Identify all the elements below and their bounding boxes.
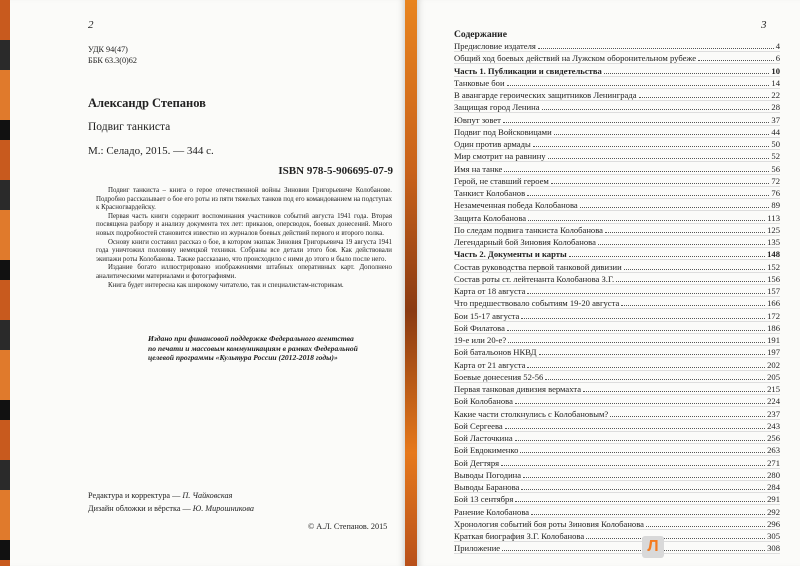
toc-entry xyxy=(454,273,780,285)
toc-leader-dots xyxy=(551,175,770,184)
toc-entry-page: 191 xyxy=(767,335,780,345)
editor-name: П. Чайковская xyxy=(182,491,233,500)
toc-entry-page: 224 xyxy=(767,396,780,407)
toc-entry-page: 172 xyxy=(767,310,780,321)
toc-entry-title: Общий ход боевых действий на Лужском оборонительном рубеже xyxy=(454,53,697,64)
toc-entry xyxy=(454,334,780,346)
page-number-right: 3 xyxy=(761,19,767,31)
toc-leader-dots xyxy=(521,310,765,319)
toc-entry xyxy=(454,310,780,322)
toc-entry-title: Часть 1. Публикации и свидетельства xyxy=(454,65,602,76)
copyright: © А.Л. Степанов. 2015 xyxy=(308,522,388,531)
toc-leader-dots xyxy=(639,89,770,98)
toc-entry-title: Герой, не ставший героем xyxy=(454,175,549,186)
toc-leader-dots xyxy=(569,248,765,257)
toc-entry xyxy=(454,101,780,113)
book-author: Александр Степанов xyxy=(88,96,206,110)
toc-entry-page: 296 xyxy=(767,518,780,529)
logo-letter: Л xyxy=(647,538,659,555)
toc-entry-page: 72 xyxy=(771,175,780,186)
toc-entry-page: 10 xyxy=(771,65,780,76)
editor-credit xyxy=(88,491,232,502)
toc-entry xyxy=(454,383,780,395)
toc-entry xyxy=(454,493,780,505)
toc-entry-title: Один против армады xyxy=(454,139,531,149)
toc-leader-dots xyxy=(604,65,770,74)
toc-entry-title: Приложение xyxy=(454,543,501,554)
toc-entry-page: 186 xyxy=(767,322,780,333)
toc-entry-title: Карта от 18 августа xyxy=(454,286,526,296)
toc-entry-title: Какие части столкнулись с Колобановым? xyxy=(454,408,609,419)
toc-leader-dots xyxy=(621,297,765,306)
toc-leader-dots xyxy=(605,224,765,233)
toc-entry-title: Бои 15-17 августа xyxy=(454,310,520,321)
toc-entry-page: 305 xyxy=(767,531,780,541)
toc-entry-page: 14 xyxy=(771,77,780,88)
toc-entry-page: 157 xyxy=(767,286,780,296)
toc-entry-title: Бой Дегтяря xyxy=(454,457,500,468)
toc-entry xyxy=(454,77,780,89)
toc-entry xyxy=(454,114,780,126)
annotation-paragraph: Книга будет интересна как широкому читателю, так и специалистам-историкам. xyxy=(108,281,344,289)
toc-row-rule xyxy=(454,553,780,554)
toc-leader-dots xyxy=(610,408,765,417)
toc-entry-title: Выводы Баранова xyxy=(454,482,520,492)
toc-entry-page: 263 xyxy=(767,445,780,456)
toc-entry-page: 215 xyxy=(767,384,780,394)
toc-entry xyxy=(454,52,780,64)
toc-entry-page: 284 xyxy=(767,482,780,492)
toc-entry-page: 152 xyxy=(767,261,780,272)
toc-entry-title: Незамеченная победа Колобанова xyxy=(454,200,578,211)
book-imprint: М.: Селадо, 2015. — 344 с. xyxy=(88,145,214,157)
toc-entry-title: Что предшествовало событиям 19-20 августа xyxy=(454,298,620,309)
toc-leader-dots xyxy=(504,163,769,172)
toc-entry-title: Краткая биография З.Г. Колобанова xyxy=(454,531,585,541)
udk-code: УДК 94(47) xyxy=(88,45,128,54)
toc-entry-title: Подвиг под Войсковицами xyxy=(454,126,552,137)
toc-leader-dots xyxy=(554,126,770,135)
toc-entry xyxy=(454,469,780,481)
toc-leader-dots xyxy=(502,542,765,551)
toc-entry-title: Танкист Колобанов xyxy=(454,188,526,198)
toc-entry-page: 52 xyxy=(771,151,780,162)
toc-entry-title: Мир смотрит на равнину xyxy=(454,151,546,162)
toc-entry-page: 237 xyxy=(767,408,780,419)
toc-entry xyxy=(454,138,780,150)
right-page xyxy=(417,0,800,566)
toc-entry xyxy=(454,297,780,309)
annotation-paragraph: Основу книги составил рассказ о бое, в котором экипаж Зиновия Григорьевича 19 августа 1941 года уничтожил половину немецкой техники. Собраны все детали этого боя. Как действовали экипажи роты Колобанова. Также рассказано, что происходило с ними до этого и было после него. xyxy=(96,238,392,263)
toc-entry-page: 197 xyxy=(767,347,780,358)
designer-credit xyxy=(88,504,254,515)
toc-leader-dots xyxy=(523,469,765,478)
toc-entry-page: 113 xyxy=(767,212,780,223)
toc-leader-dots xyxy=(616,273,765,282)
toc-entry xyxy=(454,518,780,530)
toc-entry-page: 44 xyxy=(771,126,780,137)
toc-leader-dots xyxy=(583,383,765,392)
toc-entry xyxy=(454,530,780,542)
toc-entry-title: Боевые донесения 52-56 xyxy=(454,371,544,382)
toc-entry-title: Первая танковая дивизия вермахта xyxy=(454,384,582,394)
toc-entry-page: 291 xyxy=(767,494,780,505)
toc-leader-dots xyxy=(515,493,765,502)
toc-entry xyxy=(454,322,780,334)
toc-entry-page: 271 xyxy=(767,457,780,468)
toc-leader-dots xyxy=(505,420,765,429)
designer-name: Ю. Мирошникова xyxy=(192,504,254,513)
toc-entry xyxy=(454,261,780,273)
toc-entry xyxy=(454,371,780,383)
toc-entry xyxy=(454,420,780,432)
page-number-left: 2 xyxy=(88,19,94,31)
toc-entry-title: По следам подвига танкиста Колобанова xyxy=(454,224,603,235)
toc-entry-title: Состав руководства первой танковой дивизии xyxy=(454,261,622,272)
toc-leader-dots xyxy=(533,138,770,147)
annotation-paragraph: Подвиг танкиста – книга о герое отечественной войны Зиновии Григорьевиче Колобанове. Подробно рассказывает о бое его роты из пяти тяжелых танков под его командованием на подступах к Красногвардейску. xyxy=(96,187,392,212)
toc-entry xyxy=(454,89,780,101)
toc-entry-page: 22 xyxy=(771,90,780,100)
toc-entry-title: Защита Колобанова xyxy=(454,212,527,223)
toc-entry-page: 166 xyxy=(767,298,780,309)
toc-leader-dots xyxy=(545,371,765,380)
toc-leader-dots xyxy=(521,481,765,490)
toc-entry xyxy=(454,481,780,493)
toc-entry-title: Предисловие издателя xyxy=(454,41,536,51)
bbk-code: ББК 63.3(0)62 xyxy=(88,56,137,65)
toc-heading: Содержание xyxy=(454,29,507,40)
toc-entry-title: Ювпут зовет xyxy=(454,114,501,125)
toc-entry xyxy=(454,65,780,77)
toc-leader-dots xyxy=(698,52,774,61)
toc-entry-page: 308 xyxy=(767,543,780,554)
toc-entry-page: 148 xyxy=(767,249,780,260)
toc-entry-title: Бой 13 сентября xyxy=(454,494,514,505)
toc-leader-dots xyxy=(538,40,774,49)
toc-entry xyxy=(454,359,780,371)
toc-entry xyxy=(454,224,780,236)
toc-entry-page: 156 xyxy=(767,273,780,284)
toc-leader-dots xyxy=(508,334,765,343)
toc-entry xyxy=(454,236,780,248)
editor-role: Редактура и корректура — xyxy=(88,491,181,500)
toc-leader-dots xyxy=(507,77,770,86)
annotation xyxy=(96,187,392,290)
toc-entry-title: Танковые бои xyxy=(454,77,505,88)
toc-entry-page: 292 xyxy=(767,506,780,517)
toc-entry-title: Бой Евдокименко xyxy=(454,445,519,456)
toc-entry xyxy=(454,163,780,175)
toc-entry-title: Выводы Погодина xyxy=(454,469,522,480)
toc-entry-page: 243 xyxy=(767,420,780,431)
toc-entry-title: Хронология событий боя роты Зиновия Колобанова xyxy=(454,518,644,529)
toc-leader-dots xyxy=(542,101,770,110)
toc-entry-title: Ранение Колобанова xyxy=(454,506,530,517)
toc-entry xyxy=(454,444,780,456)
toc-entry xyxy=(454,346,780,358)
toc-entry-title: Бой Колобанова xyxy=(454,396,513,407)
book-title: Подвиг танкиста xyxy=(88,121,171,133)
toc-leader-dots xyxy=(531,506,765,515)
funding-note: Издано при финансовой поддержке Федерального агентства по печати и массовым коммуникациям в рамках Федеральной целевой программы «Культура России (2012-2018 годы)» xyxy=(148,334,358,362)
toc-entry xyxy=(454,175,780,187)
toc-entry-page: 56 xyxy=(771,163,780,174)
toc-entry-page: 135 xyxy=(767,237,780,247)
toc-entry xyxy=(454,457,780,469)
toc-entry xyxy=(454,212,780,224)
toc-leader-dots xyxy=(520,444,765,453)
toc-leader-dots xyxy=(507,322,765,331)
toc-entry xyxy=(454,542,780,554)
toc-entry-title: 19-е или 20-е? xyxy=(454,335,507,345)
toc-entry-page: 6 xyxy=(775,53,780,64)
toc-entry xyxy=(454,126,780,138)
toc-leader-dots xyxy=(580,199,770,208)
toc-leader-dots xyxy=(515,395,765,404)
toc-leader-dots xyxy=(586,530,765,539)
toc-entry-page: 205 xyxy=(767,371,780,382)
designer-role: Дизайн обложки и вёрстка — xyxy=(88,504,191,513)
toc-entry xyxy=(454,395,780,407)
toc-entry xyxy=(454,506,780,518)
toc-leader-dots xyxy=(624,261,765,270)
toc-leader-dots xyxy=(528,212,765,221)
toc-entry-page: 50 xyxy=(771,139,780,149)
annotation-paragraph: Первая часть книги содержит воспоминания участников событий августа 1941 года. Вторая посвящена разбору и анализу документа тех лет: приказов, оперсводок, боевых донесений. Много новых подробностей становится известно из журналов боевых действий первого и второго полка. xyxy=(96,212,392,237)
toc-entry-page: 125 xyxy=(767,224,780,235)
toc-entry-title: Карта от 21 августа xyxy=(454,359,526,370)
toc-leader-dots xyxy=(527,359,765,368)
isbn: ISBN 978-5-906695-07-9 xyxy=(278,165,393,177)
toc-leader-dots xyxy=(548,150,770,159)
toc-entry-title: Часть 2. Документы и карты xyxy=(454,249,567,260)
toc-leader-dots xyxy=(527,187,769,196)
toc-entry-page: 76 xyxy=(771,188,780,198)
toc-leader-dots xyxy=(501,457,765,466)
toc-entry xyxy=(454,248,780,260)
toc-entry-page: 28 xyxy=(771,102,780,113)
toc-leader-dots xyxy=(503,114,769,123)
toc-leader-dots xyxy=(527,285,765,294)
left-page xyxy=(10,0,405,566)
toc-entry-title: Бой батальонов НКВД xyxy=(454,347,537,358)
toc-entry xyxy=(454,40,780,52)
toc-entry xyxy=(454,187,780,199)
toc-leader-dots xyxy=(646,518,765,527)
spine-stripe xyxy=(405,0,417,566)
toc-entry-page: 37 xyxy=(771,114,780,125)
toc-entry xyxy=(454,408,780,420)
toc-entry-page: 89 xyxy=(771,200,780,211)
toc-entry xyxy=(454,150,780,162)
toc-entry-page: 202 xyxy=(767,359,780,370)
toc-entry xyxy=(454,432,780,444)
toc-entry-title: Защищая город Ленина xyxy=(454,102,540,113)
toc-entry-page: 256 xyxy=(767,433,780,443)
toc-entry-page: 4 xyxy=(775,41,780,51)
toc-entry-page: 280 xyxy=(767,469,780,480)
toc-leader-dots xyxy=(515,432,765,441)
toc-entry-title: Состав роты ст. лейтенанта Колобанова З.Г. xyxy=(454,273,615,284)
toc-entry-title: Имя на танке xyxy=(454,163,503,174)
publisher-logo xyxy=(642,536,664,558)
toc-entry xyxy=(454,199,780,211)
toc-entry-title: Бой Сергеева xyxy=(454,420,503,431)
toc-entry-title: Бой Ласточкина xyxy=(454,433,513,443)
toc-entry-title: Бой Филатова xyxy=(454,322,505,333)
toc-leader-dots xyxy=(598,236,765,245)
toc-leader-dots xyxy=(539,346,766,355)
toc-entry xyxy=(454,285,780,297)
toc-entry-title: Легендарный бой Зиновия Колобанова xyxy=(454,237,596,247)
toc-entry-title: В авангарде героических защитников Ленинграда xyxy=(454,90,637,100)
annotation-paragraph: Издание богато иллюстрировано изображениями штабных оперативных карт. Дополнено аналитическими материалами и фотографиями. xyxy=(96,264,392,280)
